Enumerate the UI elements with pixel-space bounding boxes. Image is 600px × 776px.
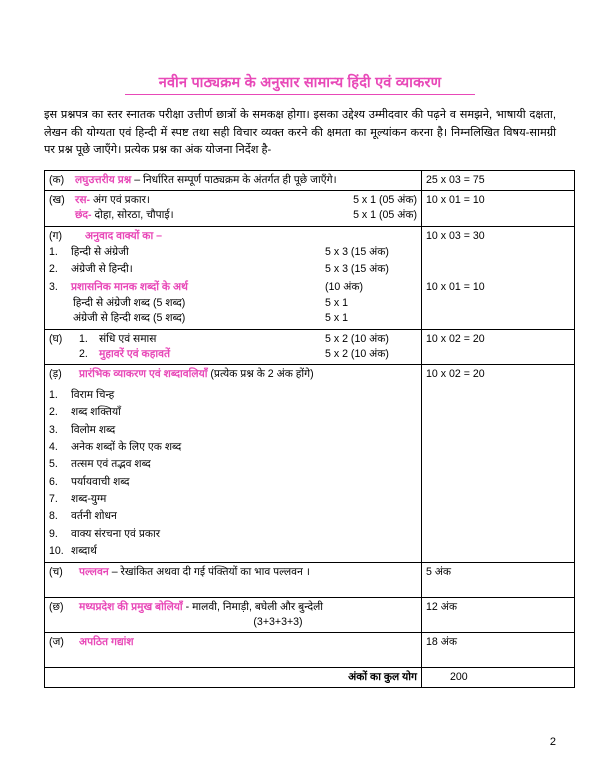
grammar-item-5: तत्सम एवं तद्भव शब्द	[71, 458, 151, 471]
row-da-list	[49, 387, 417, 561]
grammar-item-1: विराम चिन्ह	[71, 388, 115, 401]
row-ga-extra1	[73, 296, 417, 311]
list-item: 1. विराम चिन्ह	[49, 387, 417, 404]
row-gha-marks: 10 x 02 = 20	[422, 329, 575, 365]
row-chha-subtext: (3+3+3+3)	[253, 616, 303, 629]
list-item: 2. शब्द शक्तियाँ	[49, 404, 417, 421]
row-ga-sub2-marks: 5 x 3 (15 अंक)	[325, 263, 389, 276]
title-underline	[125, 94, 475, 95]
row-gha-label: (घ)	[49, 332, 63, 345]
total-label: अंकों का कुल योग	[45, 667, 422, 687]
row-ga-extra2	[73, 311, 417, 326]
row-da-text: (प्रत्येक प्रश्न के 2 अंक होंगे)	[210, 368, 314, 381]
row-ja-content	[45, 633, 422, 667]
row-gha-sub1-text: संधि एवं समास	[99, 332, 157, 345]
page-title: नवीन पाठ्यक्रम के अनुसार सामान्य हिंदी एवं व्याकरण	[158, 75, 442, 91]
row-ga-sub3-num: 3.	[49, 280, 58, 293]
table-total-row	[45, 667, 575, 687]
syllabus-table	[44, 170, 575, 689]
row-chha-text: - मालवी, निमाड़ी, बघेली और बुन्देली	[185, 600, 324, 613]
table-row	[45, 563, 575, 597]
table-row	[45, 190, 575, 226]
row-gha-sub1-num: 1.	[79, 332, 88, 345]
row-ga-sublist	[49, 244, 417, 296]
row-ga-label: (ग)	[49, 229, 63, 242]
row-ka-label: (क)	[49, 173, 65, 186]
total-value: 200	[422, 667, 575, 687]
row-ka-heading: लघुउत्तरीय प्रश्न	[75, 173, 132, 186]
row-ga-sub3-text: प्रशासनिक मानक शब्दों के अर्थ	[71, 280, 188, 293]
row-gha-content	[45, 329, 422, 365]
row-ga-sub3-marks: (10 अंक)	[325, 280, 364, 293]
row-chha-label: (छ)	[49, 600, 64, 613]
row-ka-text: – निर्धारित सम्पूर्ण पाठ्यक्रम के अंतर्गत ही पूछे जाएँगे।	[134, 173, 337, 186]
row-ja-heading: अपठित गद्यांश	[79, 636, 134, 649]
row-ga-heading: अनुवाद वाक्यों का –	[85, 229, 163, 242]
row-kha-content	[45, 190, 422, 226]
table-row	[45, 597, 575, 633]
row-ga-marks-cell	[422, 226, 575, 329]
row-kha-item1-text: अंग एवं प्रकार।	[92, 193, 150, 206]
list-item	[49, 279, 417, 296]
row-kha-label: (ख)	[49, 193, 65, 206]
list-item: 9. वाक्य संरचना एवं प्रकार	[49, 526, 417, 543]
row-da-marks: 10 x 02 = 20	[422, 365, 575, 563]
grammar-item-4: अनेक शब्दों के लिए एक शब्द	[71, 440, 182, 453]
list-item: 6. पर्यायवाची शब्द	[49, 474, 417, 491]
row-cha-content	[45, 563, 422, 597]
grammar-item-3: विलोम शब्द	[71, 423, 116, 436]
row-gha-sub2-num: 2.	[79, 348, 88, 361]
row-da-label: (ड़)	[49, 368, 62, 381]
row-ga-sub2-num: 2.	[49, 263, 58, 276]
row-gha-sub2-marks: 5 x 2 (10 अंक)	[325, 348, 389, 361]
list-item: 7. शब्द-युग्म	[49, 491, 417, 508]
row-ga-extra2-marks: 5 x 1	[325, 312, 348, 325]
row-gha-sub2-text: मुहावरें एवं कहावतें	[99, 348, 170, 361]
row-ja-marks: 18 अंक	[422, 633, 575, 667]
table-row	[45, 170, 575, 190]
list-item	[49, 244, 417, 261]
row-ga-sub1-text: हिन्दी से अंग्रेजी	[71, 245, 129, 258]
list-item: 8. वर्तनी शोधन	[49, 508, 417, 525]
row-ka-content	[45, 170, 422, 190]
list-item: 3. विलोम शब्द	[49, 422, 417, 439]
intro-paragraph: इस प्रश्नपत्र का स्तर स्नातक परीक्षा उत्तीर्ण छात्रों के समकक्ष होगा। इसका उद्देश्य उम्मीदवार की पढ़ने व समझने, भाषायी दक्षता, लेखन की योग्यता एवं हिन्दी में स्पष्ट तथा सही विचार व्यक्त करने की क्षमता का मूल्यांकन करना है। निम्नलिखित विषय-सामग्री पर प्रश्न पूछे जाएँगे। प्रत्येक प्रश्न का अंक योजना निर्देश है-	[44, 109, 556, 156]
row-cha-marks: 5 अंक	[422, 563, 575, 597]
row-ga-content	[45, 226, 422, 329]
row-kha-item1-marks: 5 x 1 (05 अंक)	[353, 193, 417, 206]
row-kha-marks: 10 x 01 = 10	[422, 190, 575, 226]
row-cha-label: (च)	[49, 566, 63, 579]
row-da-heading: प्रारंभिक व्याकरण एवं शब्दावलियाँ	[79, 368, 208, 381]
row-ga-sub1-marks: 5 x 3 (15 अंक)	[325, 245, 389, 258]
table-row	[45, 633, 575, 667]
grammar-item-10: शब्दार्थ	[71, 545, 97, 558]
grammar-item-2: शब्द शक्तियाँ	[71, 406, 121, 419]
list-item	[49, 261, 417, 278]
grammar-item-7: शब्द-युग्म	[71, 492, 107, 505]
list-item: 4. अनेक शब्दों के लिए एक शब्द	[49, 439, 417, 456]
row-ga-sub1-num: 1.	[49, 245, 58, 258]
row-cha-text: – रेखांकित अथवा दी गई पंक्तियों का भाव पल्लवन ।	[111, 566, 310, 579]
row-chha-heading: मध्यप्रदेश की प्रमुख बोलियाँ	[79, 600, 183, 613]
table-row	[45, 365, 575, 563]
row-da-content	[45, 365, 422, 563]
row-ga-extra1-text: हिन्दी से अंग्रेजी शब्द (5 शब्द)	[73, 297, 186, 310]
page-number: 2	[549, 736, 556, 748]
row-ga-marks: 10 x 03 = 30	[426, 229, 485, 242]
grammar-item-9: वाक्य संरचना एवं प्रकार	[71, 527, 161, 540]
row-cha-heading: पल्लवन	[79, 566, 109, 579]
row-kha-item2-text: दोहा, सोरठा, चौपाई।	[94, 209, 174, 222]
row-ga-extra1-marks: 5 x 1	[325, 297, 348, 310]
row-ga-extra2-text: अंग्रेजी से हिन्दी शब्द (5 शब्द)	[73, 312, 186, 325]
row-gha-sub1-marks: 5 x 2 (10 अंक)	[325, 332, 389, 345]
row-ka-marks: 25 x 03 = 75	[422, 170, 575, 190]
row-kha-item2-heading: छंद-	[75, 209, 92, 222]
row-kha-item1-heading: रस-	[75, 193, 91, 206]
row-chha-content	[45, 597, 422, 633]
row-ga-marks2: 10 x 01 = 10	[426, 280, 485, 293]
table-row	[45, 329, 575, 365]
list-item: 10. शब्दार्थ	[49, 543, 417, 560]
row-ja-label: (ज)	[49, 636, 64, 649]
row-kha-item2-marks: 5 x 1 (05 अंक)	[353, 209, 417, 222]
row-ga-sub2-text: अंग्रेजी से हिन्दी।	[71, 263, 133, 276]
grammar-item-6: पर्यायवाची शब्द	[71, 475, 130, 488]
list-item: 5. तत्सम एवं तद्भव शब्द	[49, 456, 417, 473]
grammar-item-8: वर्तनी शोधन	[71, 510, 117, 523]
row-chha-marks: 12 अंक	[422, 597, 575, 633]
table-row	[45, 226, 575, 329]
